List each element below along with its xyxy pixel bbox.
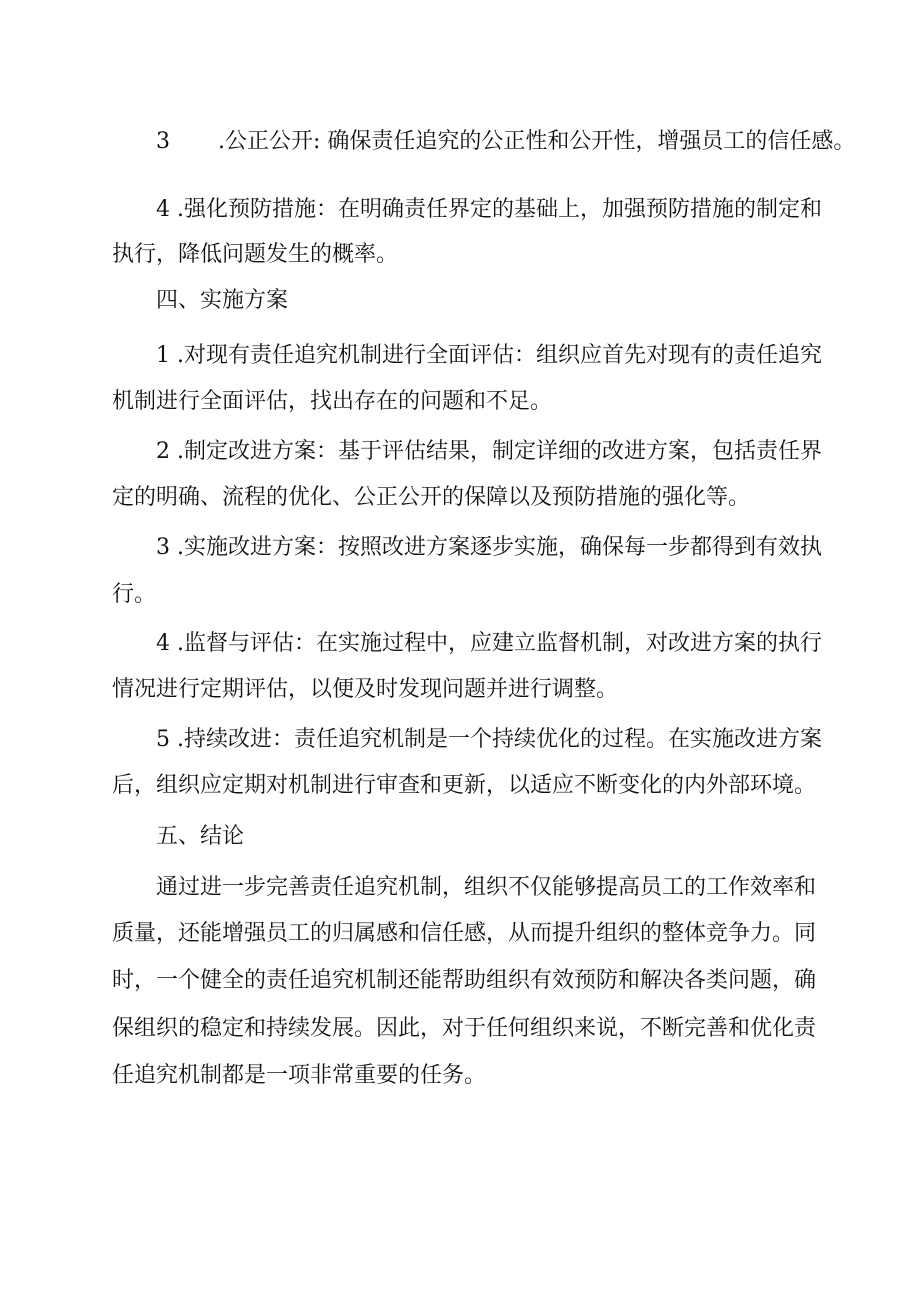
item-4-text: .强化预防措施：在明确责任界定的基础上，加强预防措施的制定和 <box>177 197 822 222</box>
step-2-number: 2 <box>156 439 170 464</box>
conclusion-line: 时，一个健全的责任追究机制还能帮助组织有效预防和解决各类问题，确 <box>112 968 817 993</box>
item-3-number: 3 <box>156 129 170 154</box>
section-4-heading: 四、实施方案 <box>156 288 289 313</box>
step-1-text: .对现有责任追究机制进行全面评估：组织应首先对现有的责任追究 <box>177 343 822 368</box>
conclusion-line: 任追究机制都是一项非常重要的任务。 <box>112 1063 487 1088</box>
step-2-continuation: 定的明确、流程的优化、公正公开的保障以及预防措施的强化等。 <box>112 485 751 510</box>
step-5-text: .持续改进：责任追究机制是一个持续优化的过程。在实施改进方案 <box>177 727 822 752</box>
step-5-number: 5 <box>156 727 170 752</box>
step-4-text: .监督与评估：在实施过程中，应建立监督机制，对改进方案的执行 <box>177 631 822 656</box>
conclusion-line: 保组织的稳定和持续发展。因此，对于任何组织来说，不断完善和优化责 <box>112 1016 817 1041</box>
step-1-number: 1 <box>156 343 170 368</box>
step-2-line <box>156 437 822 467</box>
conclusion-line: 质量，还能增强员工的归属感和信任感，从而提升组织的整体竞争力。同 <box>112 921 817 946</box>
step-4-continuation: 情况进行定期评估，以便及时发现问题并进行调整。 <box>112 677 619 702</box>
step-3-continuation: 行。 <box>112 582 157 607</box>
item-3-line <box>156 127 856 157</box>
item-4-number: 4 <box>156 197 170 222</box>
item-3-text: .公正公开: 确保责任追究的公正性和公开性，增强员工的信任感。 <box>218 129 856 154</box>
item-4-line <box>156 195 822 225</box>
conclusion-line: 通过进一步完善责任追究机制，组织不仅能够提高员工的工作效率和 <box>156 875 817 900</box>
step-4-number: 4 <box>156 631 170 656</box>
section-5-heading: 五、结论 <box>156 824 245 849</box>
step-5-continuation: 后，组织应定期对机制进行审查和更新，以适应不断变化的内外部环境。 <box>112 773 817 798</box>
step-1-continuation: 机制进行全面评估，找出存在的问题和不足。 <box>112 389 553 414</box>
step-3-number: 3 <box>156 535 170 560</box>
step-3-text: .实施改进方案：按照改进方案逐步实施，确保每一步都得到有效执 <box>177 535 822 560</box>
step-5-line <box>156 725 822 755</box>
step-3-line <box>156 533 822 563</box>
step-2-text: .制定改进方案：基于评估结果，制定详细的改进方案，包括责任界 <box>177 439 822 464</box>
step-4-line <box>156 629 822 659</box>
step-1-line <box>156 341 822 371</box>
item-4-continuation: 执行，降低问题发生的概率。 <box>112 242 399 267</box>
